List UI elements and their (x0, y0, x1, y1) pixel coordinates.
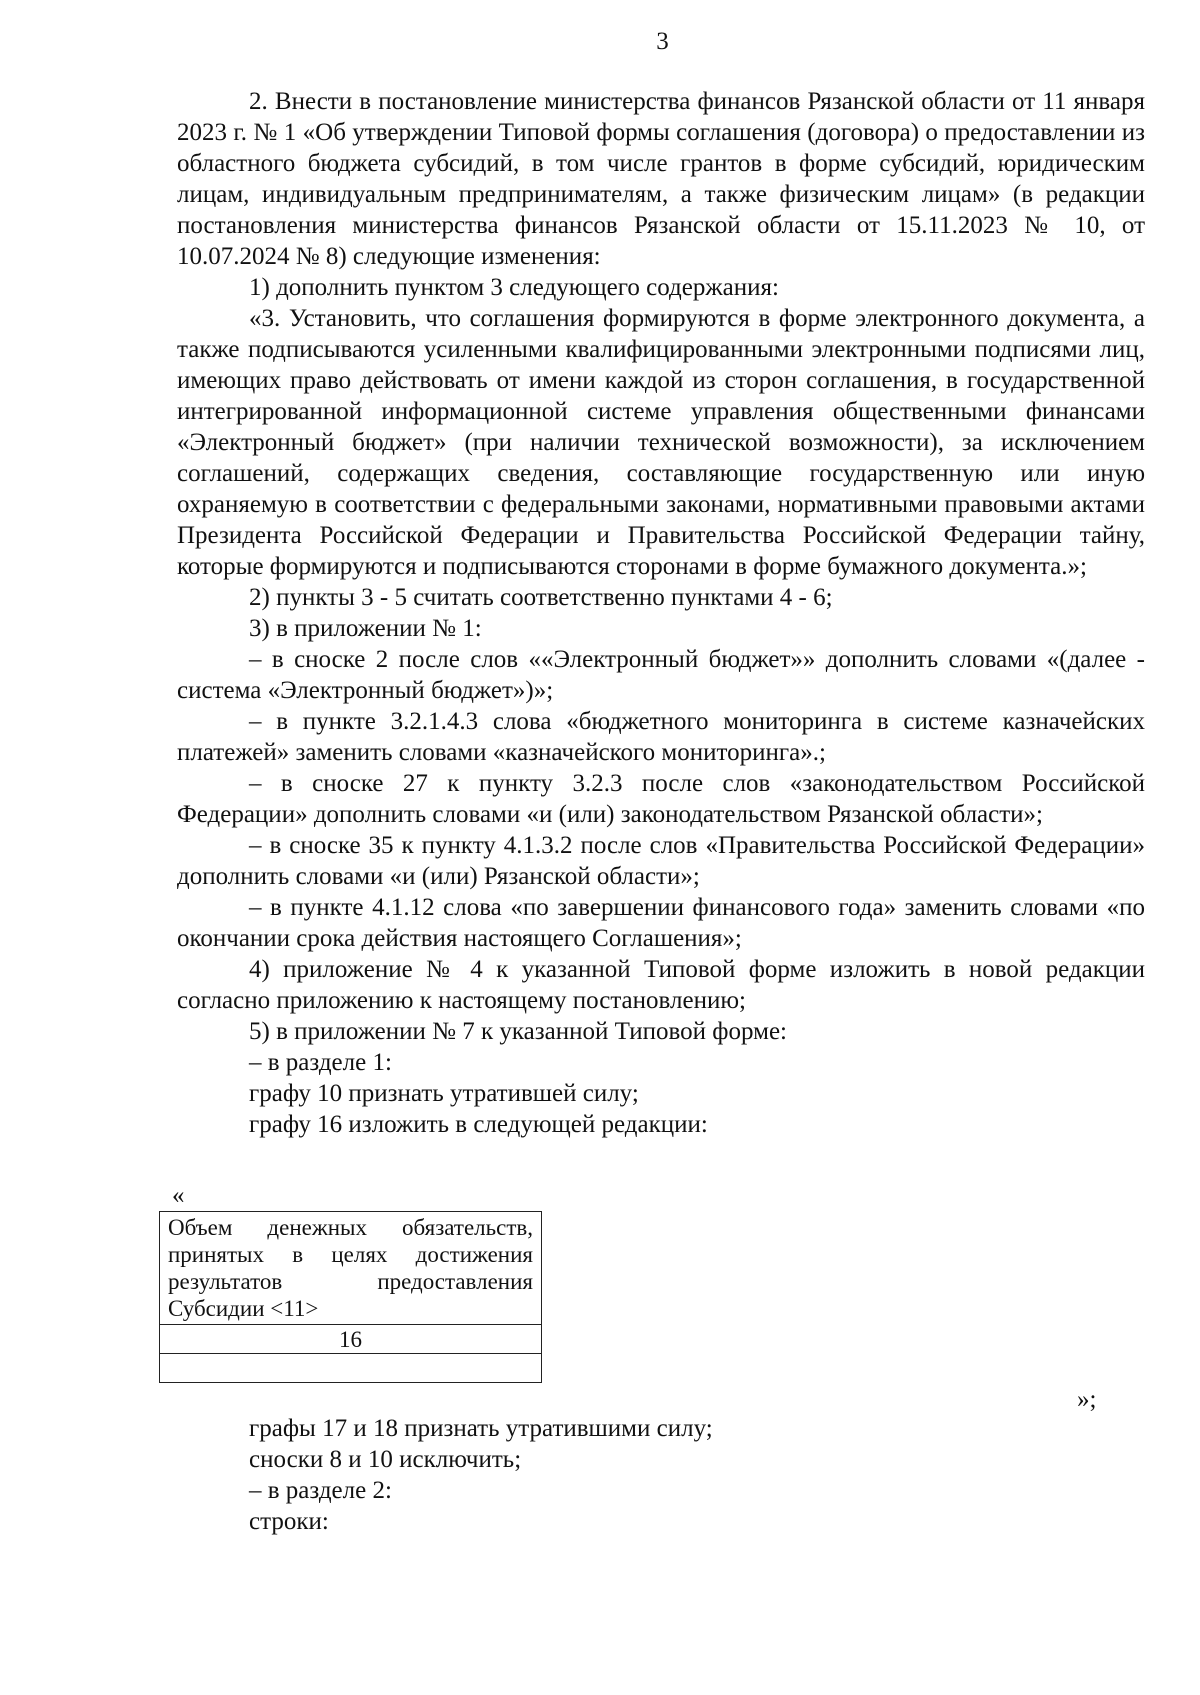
column-16-table (159, 1211, 542, 1383)
subitem-4: 4) приложение № 4 к указанной Типовой форме изложить в новой редакции согласно приложению к настоящему постановлению; (177, 956, 1145, 1014)
table-column-number: 16 (160, 1325, 542, 1354)
opening-quote-mark: « (172, 1182, 185, 1209)
table-header-cell (160, 1212, 542, 1325)
dash-item-point-4-1-12: – в пункте 4.1.12 слова «по завершении финансового года» заменить словами «по окончании срока действия настоящего Соглашения»; (177, 894, 1145, 952)
dash-item-point-3-2-1-4-3: – в пункте 3.2.1.4.3 слова «бюджетного мониторинга в системе казначейских платежей» заменить словами «казначейского мониторинга».; (177, 708, 1145, 766)
subitem-1: 1) дополнить пунктом 3 следующего содержания: (249, 274, 779, 301)
rows-line: строки: (249, 1508, 329, 1535)
table-header-text: Объем денежных обязательств, принятых в целях достижения результатов предоставления (168, 1215, 533, 1294)
subitem-3: 3) в приложении № 1: (249, 615, 482, 642)
table-header-row (160, 1212, 542, 1325)
closing-quote-mark: »; (1077, 1386, 1097, 1413)
table-empty-row (160, 1354, 542, 1383)
page-number: 3 (656, 28, 669, 55)
dash-item-footnote-35: – в сноске 35 к пункту 4.1.3.2 после слов «Правительства Российской Федерации» дополнить словами «и (или) Рязанской области»; (177, 832, 1145, 890)
dash-item-footnote-2: – в сноске 2 после слов ««Электронный бюджет»» дополнить словами «(далее - система «Электронный бюджет»)»; (177, 646, 1145, 704)
column-16-line: графу 16 изложить в следующей редакции: (249, 1111, 708, 1138)
columns-17-18-line: графы 17 и 18 признать утратившими силу; (249, 1415, 713, 1442)
table-empty-cell (160, 1354, 542, 1383)
footnotes-8-10-line: сноски 8 и 10 исключить; (249, 1446, 522, 1473)
table-number-row (160, 1325, 542, 1354)
section-1-dash: – в разделе 1: (249, 1049, 392, 1076)
table-header-text-last: Субсидии <11> (168, 1296, 319, 1321)
column-10-line: графу 10 признать утратившей силу; (249, 1080, 639, 1107)
document-body (177, 86, 1145, 1140)
subitem-2: 2) пункты 3 - 5 считать соответственно пунктами 4 - 6; (249, 584, 833, 611)
document-body-continued (177, 1413, 1145, 1537)
subitem-5: 5) в приложении № 7 к указанной Типовой форме: (249, 1018, 787, 1045)
section-2-dash: – в разделе 2: (249, 1477, 392, 1504)
quoted-clause-3: «3. Установить, что соглашения формируются в форме электронного документа, а также подписываются усиленными квалифицированными электронными подписями лиц, имеющих право действовать от имени каждой из сторон соглашения, в государственной интегрированной информационной системе управления общественными финансами «Электронный бюджет» (при наличии технической возможности), за исключением соглашений, содержащих сведения, составляющие государственную или иную охраняемую в соответствии с федеральными законами, нормативными правовыми актами Президента Российской Федерации и Правительства Российской Федерации тайну, которые формируются и подписываются сторонами в форме бумажного документа.»; (177, 305, 1145, 580)
dash-item-footnote-27: – в сноске 27 к пункту 3.2.3 после слов «законодательством Российской Федерации» дополнить словами «и (или) законодательством Рязанской области»; (177, 770, 1145, 828)
paragraph-item-2: 2. Внести в постановление министерства финансов Рязанской области от 11 января 2023 г. № 1 «Об утверждении Типовой формы соглашения (договора) о предоставлении из областного бюджета субсидий, в том числе грантов в форме субсидий, юридическим лицам, индивидуальным предпринимателям, а также физическим лицам» (в редакции постановления министерства финансов Рязанской области от 15.11.2023 № 10, от 10.07.2024 № 8) следующие изменения: (177, 88, 1145, 270)
